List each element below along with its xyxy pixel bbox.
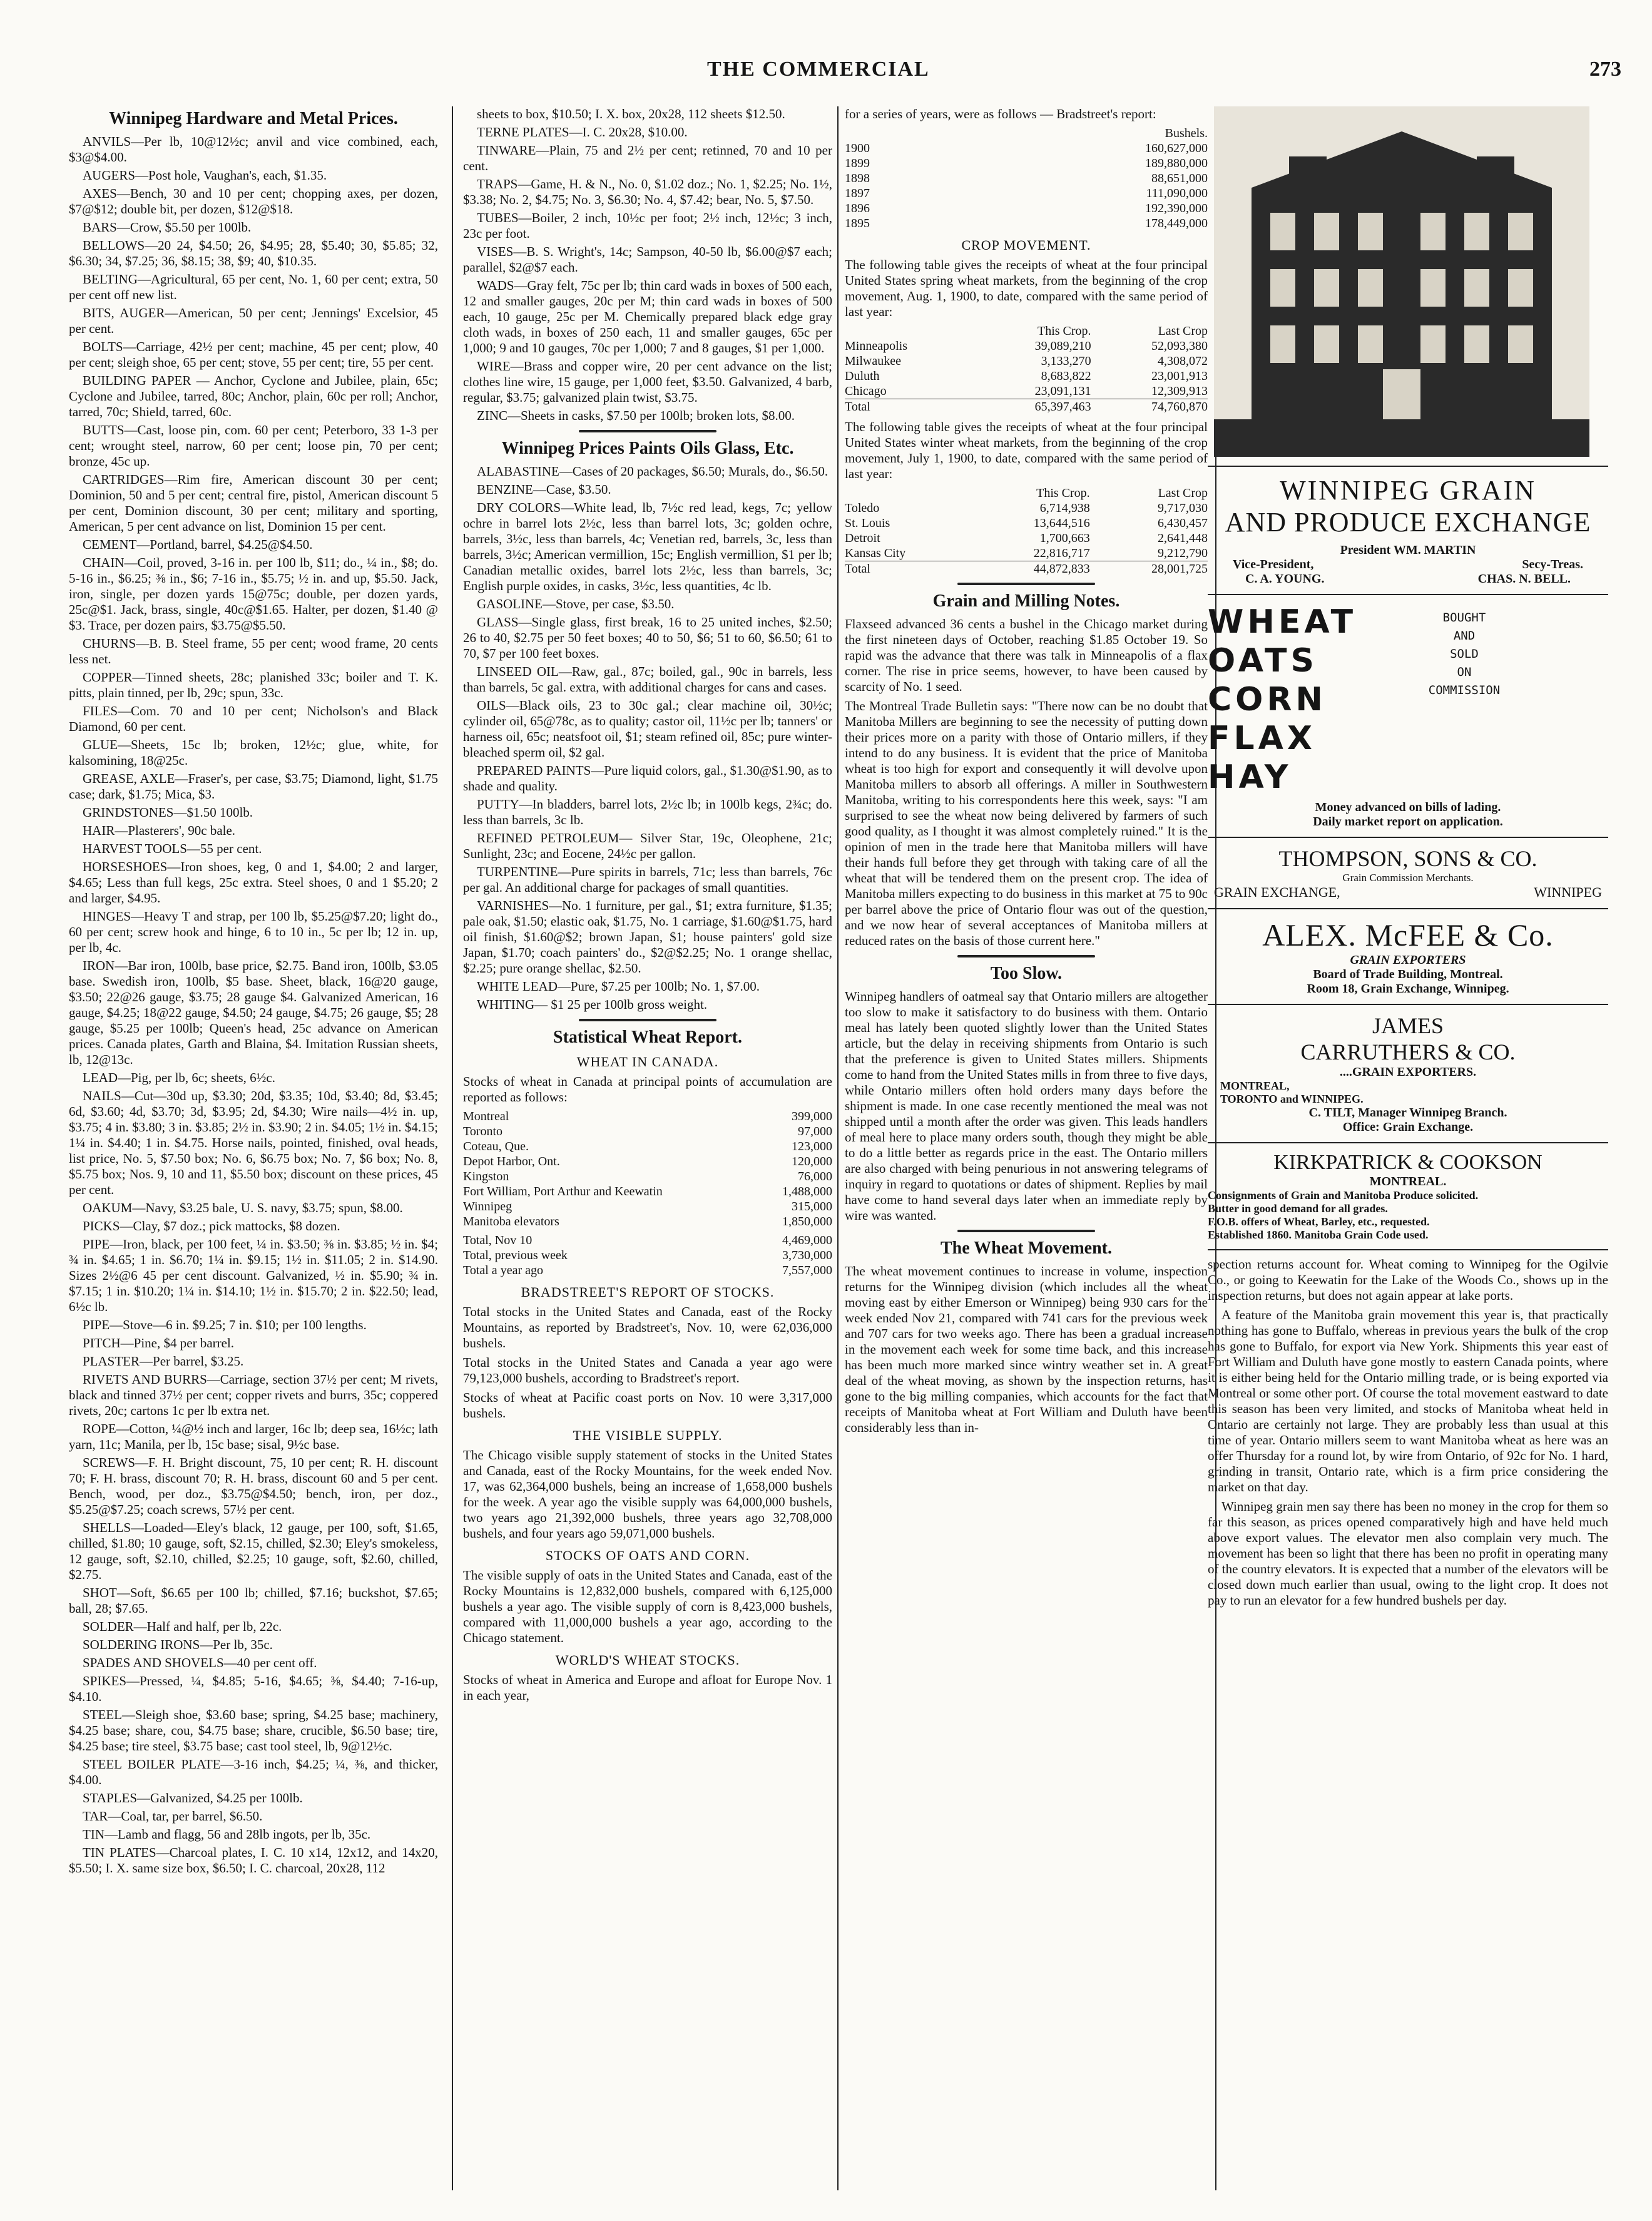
table-cell: 74,760,870 [1091,399,1208,415]
table-cell: 13,644,516 [1033,516,1090,530]
table-cell: Chicago [845,384,887,398]
table-row [845,531,1208,546]
separator [579,430,716,432]
price-entry: BENZINE—Case, $3.50. [477,482,611,497]
price-entry: BOLTS—Carriage, 42½ per cent; machine, 45 per cent; plow, 40 per cent; sleigh shoe, 65 per cent; stove, 55 per cent; tire, 55 per cent. [69,339,438,370]
firm-city: WINNIPEG [1534,884,1602,900]
table-cell: 12,309,913 [1151,384,1208,398]
commission-word: COMMISSION [1428,683,1501,697]
price-entry: PIPE—Iron, black, per 100 feet, ¼ in. $3.50; ⅜ in. $3.85; ½ in. $4; ¾ in. $4.65; 1 in. $6.70; 1¼ in. $9.15; 1½ in. $11.05; 2 in. $14.90. Sizes 2½@6 45 per cent discount. Galvanized, ½ in. $5.90; ¾ in. $7.15; 1 in. $10.20; 1¼ in. $14.10; 1½ in. $15.70; 2 in. $22.50; lead, 6½c lb. [69,1237,438,1314]
table-cell: 192,390,000 [1145,202,1208,215]
table-row [845,141,1208,156]
price-entry: OILS—Black oils, 23 to 30c gal.; clear machine oil, 30½c; cylinder oil, 65@78c, as to quality; castor oil, 11½c per lb; tanners' or harness oil, 65c; neatsfoot oil, $1; steam refined oil, 85c; pure winter-bleached sperm oil, $2 gal. [463,698,832,760]
firm-address: Room 18, Grain Exchange, Winnipeg. [1307,982,1509,996]
price-entry: SOLDERING IRONS—Per lb, 35c. [83,1637,273,1652]
price-entry: CHAIN—Coil, proved, 3-16 in. per 100 lb, $11; do., ¼ in., $8; do. 5-16 in., $6.25; ⅜ in., $6; 7-16 in., $5.75; ½ in. and up, $5.50. Jack, iron, single, per dozen yards 15@75c; double, per dozen yards, 25c@$1. Jack, brass, single, 40c@$1.65. Halter, per dozen, $1.40 @ $3. Trace, per dozen pairs, $3.75@$5.50. [69,555,438,633]
column-header: Bushels. [1165,126,1208,140]
price-entry: TURPENTINE—Pure spirits in barrels, 71c; less than barrels, 76c per gal. An additional charge for packages of small quantities. [463,864,832,895]
price-entry: CEMENT—Portland, barrel, $4.25@$4.50. [83,537,313,552]
table-cell: 399,000 [792,1110,832,1123]
table-cell: 1897 [845,186,870,200]
price-entry: COPPER—Tinned sheets, 28c; planished 33c; boiler and T. K. pitts, plain tinned, per lb, 29c; spun, 33c. [69,670,438,700]
table-cell: 1,700,663 [1039,531,1090,545]
separator [579,1019,716,1021]
column-crop-movement [845,106,1208,2203]
article-heading: The Wheat Movement. [941,1238,1112,1258]
table-cell: 8,683,822 [1041,369,1091,383]
table-cell: Montreal [463,1110,509,1123]
table-cell: 1899 [845,156,870,170]
table-cell: 9,717,030 [1158,501,1208,515]
page-header [0,58,1652,95]
vp-label: Vice-President, [1233,558,1314,571]
price-entry: ROPE—Cotton, ¼@½ inch and larger, 16c lb; deep sea, 16½c; lath yarn, 11c; Manila, per lb, 15c base; sisal, 9½c base. [69,1421,438,1452]
table-row [463,1184,832,1199]
price-entry: WHITE LEAD—Pure, $7.25 per 100lb; No. 1, $7.00. [477,979,760,994]
table-cell: Total [845,399,974,415]
stocks-totals-table [463,1233,832,1278]
commodity-word: WHEAT [1208,603,1357,641]
table-cell: 44,872,833 [972,561,1089,577]
table-cell: 3,133,270 [1041,354,1091,368]
price-entry: VARNISHES—No. 1 furniture, per gal., $1; extra furniture, $1.35; pale oak, $1.50; elastic oak, $1.75, No. 1 carriage, $1.60@$1.75, hard oil finish, $1.60@$2; brown Japan, $1; house painters' gold size Japan, $1.70; coach painters' do., $2@$2.25; No. 1 orange shellac, $2.25; pure orange shellac, $2.50. [463,898,832,976]
table-cell: Depot Harbor, Ont. [463,1155,560,1168]
section-subheading: CROP MOVEMENT. [961,237,1091,253]
table-row [463,1233,832,1248]
price-entry: NAILS—Cut—30d up, $3.30; 20d, $3.35; 10d, $3.40; 8d, $3.45; 6d, $3.60; 4d, $3.70; 3d, $3.95; 2d, $4.30; Wire nails—4½ in. up, $3.75; 4 in. $3.80; 3 in. $3.85; 2½ in. $3.90; 2 in. $4.05; 1½ in. $4.15; 1¼ in. $4.40; 1 in. $4.75. Horse nails, pointed, finished, oval heads, list price, No. 5, $7.50 box; No. 6, $6.75 box; No. 7, $6 box; No. 8, $5.75 box; Nos. 9, 10 and 11, $5.50 box; discount on these prices, 45 per cent. [69,1088,438,1197]
section-subheading: THE VISIBLE SUPPLY. [573,1427,723,1443]
table-cell: 1900 [845,141,870,155]
paragraph: Stocks of wheat in America and Europe and afloat for Europe Nov. 1 in each year, [463,1672,832,1703]
firm-city: MONTREAL. [1369,1175,1447,1188]
commission-word: SOLD [1450,647,1479,661]
price-entry: SHOT—Soft, $6.65 per 100 lb; chilled, $7.16; buckshot, $7.65; ball, 28; $7.65. [69,1585,438,1616]
table-cell: 7,557,000 [782,1264,832,1277]
price-entry: HORSESHOES—Iron shoes, keg, 0 and 1, $4.00; 2 and larger, $4.65; Less than full kegs, 25c extra. Steel shoes, 0 and 1 $5.20; 2 and larger, $4.95. [69,859,438,906]
table-cell: 189,880,000 [1145,156,1208,170]
table-row [463,1248,832,1263]
price-entry: BELLOWS—20 24, $4.50; 26, $4.95; 28, $5.40; 30, $5.85; 32, $6.30; 34, $7.25; 36, $8.15; 38, $9; 40, $10.35. [69,238,438,268]
price-entry: BITS, AUGER—American, 50 per cent; Jennings' Excelsior, 45 per cent. [69,305,438,336]
firm-name: ALEX. McFEE & Co. [1262,917,1554,952]
price-entry: GASOLINE—Stove, per case, $3.50. [477,596,675,611]
vp-name: C. A. YOUNG. [1245,572,1325,586]
table-cell: Toledo [845,501,880,515]
paragraph: A feature of the Manitoba grain movement this year is, that practically nothing has gone to Buffalo, whereas in previous years the bulk of the crop has gone to Buffalo, for export via New York. Shipments this year east of Fort William and Duluth have gone mostly to eastern Canada points, where it is either being held for the Ontario milling trade, or is being exported via Montreal or some other port. Of course the total movement eastward to date this season has been very limited, and stocks of Manitoba wheat held in Ontario are certainly not large. They are probably less than usual at this time of year. Ontario millers seem to want Manitoba wheat as here was an offer Thursday for a round lot, by wire from Ontario, of 92c for No. 1 hard, grinding in transit, Ontario rate, which is a firm price considering the market on that day. [1208,1307,1608,1494]
article-heading: Statistical Wheat Report. [553,1028,742,1047]
price-entry: PREPARED PAINTS—Pure liquid colors, gal., $1.30@$1.90, as to shade and quality. [463,763,832,794]
price-entry: SPADES AND SHOVELS—40 per cent off. [83,1655,317,1670]
article-heading: Grain and Milling Notes. [932,591,1120,611]
price-entry: GLUE—Sheets, 15c lb; broken, 12½c; glue, white, for kalsomining, 18@25c. [69,737,438,768]
firm-manager: C. TILT, Manager Winnipeg Branch. [1308,1106,1507,1120]
price-entry: BUILDING PAPER — Anchor, Cyclone and Jubilee, plain, 65c; Cyclone and Jubilee, tarred, 80c; Anchor, plain, 60c per roll; Anchor, tarred, 70c; Shield, tarred, 60c. [69,373,438,419]
price-entry: OAKUM—Navy, $3.25 bale, U. S. navy, $3.75; spun, $8.00. [83,1200,403,1215]
price-entry: BARS—Crow, $5.50 per 100lb. [83,220,252,235]
paragraph: Flaxseed advanced 36 cents a bushel in the Chicago market during the first nineteen days of October, reaching $1.85 October 19. So rapid was the advance that there was talk in Minneapolis of a flax corner. The rise in price seems, however, to have been caused by scarcity of No. 1 seed. [845,616,1208,694]
column-advertisements [1208,106,1608,2203]
price-entry: PLASTER—Per barrel, $3.25. [83,1354,244,1369]
table-row [845,369,1208,384]
firm-address: Board of Trade Building, Montreal. [1313,968,1503,981]
paragraph: The Chicago visible supply statement of stocks in the United States and Canada, east of the Rocky Mountains, for the week ended Nov. 17, was 62,364,000 bushels, being an increase of 1,658,000 bushels for the week. A year ago the visible supply was 64,000,000 bushels, two years ago 21,392,000 bushels, three years ago 32,708,000 bushels, and four years ago 59,071,000 bushels. [463,1447,832,1541]
table-row [845,171,1208,186]
section-subheading: STOCKS OF OATS AND CORN. [545,1548,750,1563]
firm-address: MONTREAL, [1220,1080,1290,1092]
table-row [845,501,1208,516]
commission-note [1414,603,1514,797]
page-number: 273 [1589,58,1621,81]
firm-subtitle: Grain Commission Merchants. [1342,872,1474,884]
table-row [463,1109,832,1124]
table-cell: Detroit [845,531,880,545]
price-entry: SCREWS—F. H. Bright discount, 75, 10 per cent; R. H. discount 70; F. H. brass, discount 70; R. H. brass, discount 60 and 5 per cent. Bench, wood, per doz., $3.75@$4.50; bench, iron, per doz., $5.25@$7.25; coach screws, 57½ per cent. [69,1455,438,1517]
firm-notes [1208,1189,1608,1242]
price-list [69,134,438,1876]
table-row [463,1199,832,1214]
ad-line: Daily market report on application. [1313,815,1503,829]
price-entry: TIN PLATES—Charcoal plates, I. C. 10 x14, 12x12, and 14x20, $5.50; I. X. same size box, $6.50; I. C. charcoal, 20x28, 112 [69,1845,438,1876]
firm-subtitle: GRAIN EXPORTERS [1350,953,1466,967]
price-entry: STAPLES—Galvanized, $4.25 per 100lb. [83,1790,303,1805]
commission-word: AND [1453,629,1476,643]
table-row [845,561,1208,577]
exchange-advertisement [1208,466,1608,594]
price-entry: DRY COLORS—White lead, lb, 7½c red lead, kegs, 7c; yellow ochre in barrel lots 2½c, less than barrel lots, 3c; golden ochre, barrels, 3½c, less than barrels, 4c; Venetian red, barrels, 3c, less than barrels, 3½c; American vermillion, 15c; English vermillion, $1 per lb; Canadian metallic oxides, barrel lots 2½c, less than barrels, 3c; English purple oxides, in casks, 3½c, less quantities, 4c lb. [463,500,832,593]
table-row [845,339,1208,354]
price-entry: HARVEST TOOLS—55 per cent. [83,841,262,856]
table-cell: 39,089,210 [1034,339,1091,353]
exchange-name-line2: AND PRODUCE EXCHANGE [1225,507,1591,538]
price-entry: FILES—Com. 70 and 10 per cent; Nicholson's and Black Diamond, 60 per cent. [69,703,438,734]
table-cell: Total a year ago [463,1264,543,1277]
table-row [463,1263,832,1278]
table-cell: Kansas City [845,546,906,560]
table-cell: 1,488,000 [782,1185,832,1198]
exchange-building-illustration [1214,106,1589,457]
stocks-table [463,1109,832,1229]
price-entry: GREASE, AXLE—Fraser's, per case, $3.75; Diamond, light, $1.75 case; dark, $1.75; Mica, $3. [69,771,438,802]
table-cell: Manitoba elevators [463,1215,559,1228]
commission-word: ON [1457,665,1472,679]
table-cell: Kingston [463,1170,509,1183]
table-cell: 1896 [845,202,870,215]
spring-wheat-table [845,324,1208,414]
price-entry: GRINDSTONES—$1.50 100lb. [83,805,253,820]
table-cell: 28,001,725 [1090,561,1208,577]
column-header: This Crop. [1038,324,1091,338]
paragraph: Total stocks in the United States and Canada a year ago were 79,123,000 bushels, according to Bradstreet's report. [463,1355,832,1386]
price-entry: ALABASTINE—Cases of 20 packages, $6.50; Murals, do., $6.50. [477,464,829,479]
column-hardware-prices [69,106,438,2203]
table-cell: 88,651,000 [1151,171,1208,185]
table-cell: 4,308,072 [1158,354,1208,368]
paragraph: Stocks of wheat in Canada at principal points of accumulation are reported as follows: [463,1074,832,1105]
price-entry: PICKS—Clay, $7 doz.; pick mattocks, $8 dozen. [83,1218,340,1233]
table-cell: Fort William, Port Arthur and Keewatin [463,1185,663,1198]
table-row [845,384,1208,399]
paragraph: for a series of years, were as follows — Bradstreet's report: [845,106,1156,121]
price-entry: TAR—Coal, tar, per barrel, $6.50. [83,1809,263,1824]
commodity-list [1208,603,1414,797]
paragraph: Winnipeg grain men say there has been no money in the crop for them so far this season, as prices opened comparatively high and have held much above export values. The elevator men also complain very much. The movement has been so light that there has been no profit in operating many of the country elevators. It is expected that a number of the elevators will be closed down much earlier than usual, owing to the light crop. It does not pay to run an elevator for a few hundred bushels per day. [1208,1499,1608,1608]
table-cell: 97,000 [798,1125,832,1138]
paragraph: spection returns account for. Wheat coming to Winnipeg for the Ogilvie Co., or going to Keewatin for the Lake of the Woods Co., shows up in the inspection returns, but does not again appear at lake ports. [1208,1257,1608,1303]
price-entry: LINSEED OIL—Raw, gal., 87c; boiled, gal., 90c in barrels, less than barrels, 5c gal. extra, with additional charges for cans and cases. [463,664,832,695]
table-cell: St. Louis [845,516,890,530]
table-cell: 9,212,790 [1158,546,1208,560]
separator [957,955,1095,957]
price-entry: LEAD—Pig, per lb, 6c; sheets, 6½c. [83,1070,275,1085]
price-entry: TRAPS—Game, H. & N., No. 0, $1.02 doz.; No. 1, $2.25; No. 1½, $3.38; No. 2, $4.75; No. 3, $6.30; No. 4, $7.42; bear, No. 5, $7.50. [463,176,832,207]
table-cell: Coteau, Que. [463,1140,529,1153]
table-cell: 76,000 [798,1170,832,1183]
price-entry: SOLDER—Half and half, per lb, 22c. [83,1619,282,1634]
table-cell: 2,641,448 [1158,531,1208,545]
table-cell: 111,090,000 [1146,186,1208,200]
table-cell: Total, Nov 10 [463,1233,533,1247]
table-row [463,1169,832,1184]
table-cell: Winnipeg [463,1200,512,1213]
column-paints-statistics [463,106,832,2203]
price-list [463,464,832,1013]
section-subheading: BRADSTREET'S REPORT OF STOCKS. [521,1284,775,1300]
table-cell: Total, previous week [463,1248,568,1262]
commodity-word: HAY [1208,758,1292,796]
table-row [845,546,1208,561]
table-row [845,201,1208,216]
firm-subtitle: ....GRAIN EXPORTERS. [1339,1065,1477,1079]
president-line: President WM. MARTIN [1340,543,1476,557]
winter-wheat-table [845,486,1208,576]
thompson-advertisement [1208,837,1608,908]
price-entry: AXES—Bench, 30 and 10 per cent; chopping axes, per dozen, $7@$12; double bit, per dozen, $12@$18. [69,186,438,217]
firm-note: Butter in good demand for all grades. [1208,1202,1388,1215]
article-continuation [1208,1249,1608,1608]
commodity-word: FLAX [1208,720,1316,757]
carruthers-advertisement [1208,1004,1608,1142]
table-row [845,354,1208,369]
price-entry: sheets to box, $10.50; I. X. box, 20x28, 112 sheets $12.50. [477,106,785,121]
secretary-name: CHAS. N. BELL. [1477,572,1571,586]
column-rule [837,106,839,2190]
table-cell: 3,730,000 [782,1248,832,1262]
price-entry: HAIR—Plasterers', 90c bale. [83,823,236,838]
table-cell: Total [845,561,972,577]
table-cell: Milwaukee [845,354,901,368]
paragraph: Total stocks in the United States and Canada, east of the Rocky Mountains, as reported by Bradstreet's, Nov. 10, were 62,036,000 bushels. [463,1304,832,1350]
table-row [463,1154,832,1169]
price-entry: VISES—B. S. Wright's, 14c; Sampson, 40-50 lb, $6.00@$7 each; parallel, $2@$7 each. [463,244,832,275]
table-cell: 65,397,463 [974,399,1091,415]
price-entry: WHITING— $1 25 per 100lb gross weight. [477,997,708,1012]
table-row [463,1139,832,1154]
table-row [845,186,1208,201]
table-row [463,1124,832,1139]
table-cell: 120,000 [792,1155,832,1168]
price-entry: IRON—Bar iron, 100lb, base price, $2.75. Band iron, 100lb, $3.05 base. Swedish iron, 100lb, $5 base. Sheet, black, 16@20 gauge, $3.50; 22@26 gauge, $3.75; 28 gauge $4. Galvanized American, 16 gauge, $4.25; 18@22 gauge, $4.50; 24 gauge, $4.75; 26 gauge, $5; 28 gauge, $5.25 per 100lb; Queen's head, 25c advance on American prices. Canada plates, Garth and Blaina, $4. Imitation Russian sheets, lb, 12@13c. [69,958,438,1067]
firm-office: Office: Grain Exchange. [1342,1120,1474,1134]
price-entry: HINGES—Heavy T and strap, per 100 lb, $5.25@$7.20; light do., 60 per cent; screw hook and hinge, 6 to 10 in., 5c per lb; 12 in. up, per lb, 4c. [69,909,438,955]
firm-name-line2: CARRUTHERS & CO. [1300,1039,1516,1065]
table-cell: 4,469,000 [782,1233,832,1247]
column-header: Last Crop [1158,324,1208,338]
price-entry: REFINED PETROLEUM— Silver Star, 19c, Oleophene, 21c; Sunlight, 23c; and Eocene, 24½c per gallon. [463,830,832,861]
price-entry: BUTTS—Cast, loose pin, com. 60 per cent; Peterboro, 33 1-3 per cent; wrought steel, narrow, 60 per cent; loose pin, 70 per cent; bronze, 45c up. [69,422,438,469]
mcfee-advertisement [1208,908,1608,1004]
commission-advertisement [1208,594,1608,837]
table-cell: Minneapolis [845,339,907,353]
section-subheading: WHEAT IN CANADA. [576,1054,719,1070]
secretary-label: Secy-Treas. [1522,558,1583,571]
price-entry: GLASS—Single glass, first break, 16 to 25 united inches, $2.50; 26 to 40, $2.75 per 50 feet boxes; 40 to 50, $6; 51 to 60, $6.50; 61 to 70, $7 per 100 feet boxes. [463,615,832,661]
price-entry: SPIKES—Pressed, ¼, $4.85; 5-16, $4.65; ⅜, $4.40; 7-16-up, $4.10. [69,1673,438,1704]
table-cell: 315,000 [792,1200,832,1213]
firm-note: Consignments of Grain and Manitoba Produce solicited. [1208,1189,1479,1202]
paragraph: Winnipeg handlers of oatmeal say that Ontario millers are altogether too slow to make it satisfactory to do business with them. Ontario meal has lately been quoted slightly lower than the United States article, but the delay in receiving shipments from Ontario is such that the preference is given to United States millers. Shipments come to hand from the United States mills in from three to five days, while Ontario millers often hold orders many days before the shipment is made. In one case recently mentioned the meal was not shipped until a month after the order was given. This leads handlers of meal here to place many orders south, though they might be able to do a little better as regards price in the east. The Ontario millers are also charged with being penurious in not answering telegrams of inquiry in regard to quotations or dates of shipment. Replies by mail have come to hand several days later when an immediate reply by wire was wanted. [845,989,1208,1223]
table-cell: 178,449,000 [1145,217,1208,230]
table-cell: 6,714,938 [1039,501,1090,515]
article-heading: Winnipeg Hardware and Metal Prices. [109,109,398,128]
firm-address: TORONTO and WINNIPEG. [1220,1093,1364,1105]
price-entry: PITCH—Pine, $4 per barrel. [83,1335,235,1350]
table-cell: 1898 [845,171,870,185]
firm-note: Established 1860. Manitoba Grain Code used. [1208,1228,1429,1241]
table-cell: 23,001,913 [1151,369,1208,383]
firm-name: THOMPSON, SONS & CO. [1278,846,1537,871]
price-entry: TUBES—Boiler, 2 inch, 10½c per foot; 2½ inch, 12½c; 3 inch, 23c per foot. [463,210,832,241]
firm-note: F.O.B. offers of Wheat, Barley, etc., requested. [1208,1215,1430,1228]
price-entry: AUGERS—Post hole, Vaughan's, each, $1.35. [83,168,327,183]
commodity-word: OATS [1208,642,1318,680]
column-header: This Crop. [1036,486,1090,500]
price-entry: TERNE PLATES—I. C. 20x28, $10.00. [477,125,688,140]
paragraph: The Montreal Trade Bulletin says: "There now can be no doubt that Manitoba Millers are beginning to see the necessity of putting down their prices more on a parity with those of Ontario millers, if they intend to do any business. It is evident that the price of Manitoba wheat is too high for export and consequently it will devolve upon Manitoba millers to absorb all offerings. A miller in Southwestern Manitoba, writing to his correspondents here this week, says: "I am surprised to see the wheat now being delivered by farmers of such good quality, as I thought it was almost completely ruined." It is the opinion of men in the trade here that Manitoba millers will have their hands full before they get through with taking care of all the wheat that will be tendered them on the present crop. The idea of Manitoba millers expecting to do business in this market at 75 to 90c per barrel above the price of Ontario flour was out of the question, and we now hear of several acceptances of Manitoba millers at reduced rates on the basis of those current here." [845,698,1208,948]
commission-word: BOUGHT [1442,611,1486,625]
column-rule [452,106,453,2190]
price-entry: ANVILS—Per lb, 10@12½c; anvil and vice combined, each, $3@$4.00. [69,134,438,165]
separator [957,1230,1095,1232]
commodity-word: CORN [1208,681,1327,718]
kirkpatrick-advertisement [1208,1142,1608,1249]
article-heading: Winnipeg Prices Paints Oils Glass, Etc. [501,439,794,458]
price-entry: BELTING—Agricultural, 65 per cent, No. 1, 60 per cent; extra, 50 per cent off new list. [69,272,438,302]
price-entry: WIRE—Brass and copper wire, 20 per cent advance on the list; clothes line wire, 15 gauge, per 1,000 feet, $3.50. Galvanized, 4 barb, regular, $3.75; galvanized plain twist, $3.75. [463,359,832,405]
price-entry: TINWARE—Plain, 75 and 2½ per cent; retinned, 70 and 10 per cent. [463,143,832,173]
price-entry: ZINC—Sheets in casks, $7.50 per 100lb; broken lots, $8.00. [477,408,795,423]
table-cell: 1895 [845,217,870,230]
price-entry: SHELLS—Loaded—Eley's black, 12 gauge, per 100, soft, $1.65, chilled, $1.80; 10 gauge, soft, $2.15, chilled, $2.30; Eley's smokeless, 12 gauge, soft, $2.10, chilled, $2.25; 10 gauge, soft, $2.60, chilled, $2.75. [69,1520,438,1582]
price-entry: PUTTY—In bladders, barrel lots, 2½c lb; in 100lb kegs, 2¾c; do. less than barrels, 3c lb. [463,797,832,827]
table-row [463,1214,832,1229]
price-entry: CHURNS—B. B. Steel frame, 55 per cent; wood frame, 20 cents less net. [69,636,438,666]
table-cell: 123,000 [792,1140,832,1153]
paragraph: The visible supply of oats in the United States and Canada, east of the Rocky Mountains is 12,832,000 bushels, compared with 6,125,000 bushels a year ago. The visible supply of corn is 8,423,000 bushels, compared with 11,000,000 bushels a year ago, according to the Chicago statement. [463,1568,832,1645]
table-cell: Toronto [463,1125,503,1138]
table-row [845,516,1208,531]
firm-name: KIRKPATRICK & COOKSON [1273,1151,1542,1174]
exchange-name: WINNIPEG GRAIN [1280,475,1536,506]
publication-title: THE COMMERCIAL [707,58,930,81]
column-header: Last Crop [1158,486,1208,500]
paragraph: Stocks of wheat at Pacific coast ports on Nov. 10 were 3,317,000 bushels. [463,1390,832,1421]
price-entry: TIN—Lamb and flagg, 56 and 28lb ingots, per lb, 35c. [83,1827,371,1842]
paragraph: The following table gives the receipts of wheat at the four principal United States winter wheat markets, from the beginning of the crop movement, July 1, 1900, to date, compared with the same period of last year: [845,419,1208,481]
table-cell: 22,816,717 [1033,546,1090,560]
price-entry: STEEL—Sleigh shoe, $3.60 base; spring, $4.25 base; machinery, $4.25 base; share, cou, $4.75 base; share, crucible, $6.50 base; tire, $4.25 base; tire steel, $3.75 base; cast tool steel, lb, 9@12½c. [69,1707,438,1754]
world-stocks-table [845,126,1208,231]
table-cell: 23,091,131 [1034,384,1091,398]
table-row [845,216,1208,231]
price-entry: PIPE—Stove—6 in. $9.25; 7 in. $10; per 100 lengths. [83,1317,367,1332]
article-heading: Too Slow. [990,964,1063,983]
table-cell: Duluth [845,369,880,383]
table-row [845,399,1208,415]
section-subheading: WORLD'S WHEAT STOCKS. [555,1652,740,1668]
price-entry: CARTRIDGES—Rim fire, American discount 30 per cent; Dominion, 50 and 5 per cent; central fire, pistol, American discount 5 per cent, Dominion discount, 30 per cent; military and sporting, American, 5 per cent advance on list, Dominion 15 per cent. [69,472,438,534]
table-cell: 6,430,457 [1158,516,1208,530]
table-row [845,156,1208,171]
price-entry: STEEL BOILER PLATE—3-16 inch, $4.25; ¼, ⅜, and thicker, $4.00. [69,1757,438,1787]
table-cell: 160,627,000 [1145,141,1208,155]
firm-address: GRAIN EXCHANGE, [1214,884,1340,900]
price-entry: RIVETS AND BURRS—Carriage, section 37½ per cent; M rivets, black and tinned 37½ per cent; copper rivets and burrs, 35c; coppered rivets, 20c; cartons 1c per lb extra net. [69,1372,438,1418]
paragraph: The wheat movement continues to increase in volume, inspection returns for the Winnipeg division (which includes all the wheat moving east by either Emerson or Winnipeg) being 930 cars for the week ended Nov 21, compared with 741 cars for the previous week and 707 cars for two weeks ago. There has been a gradual increase in the movement each week for some time back, and this increase has been much more marked since wintry weather set in. A great deal of the wheat moving, as shown by the inspection returns, has gone to the big milling companies, which accounts for the fact that receipts of Manitoba wheat at Fort William and Duluth have been considerably less than in- [845,1264,1208,1435]
paragraph: The following table gives the receipts of wheat at the four principal United States spring wheat markets, from the beginning of the crop movement, Aug. 1, 1900, to date, compared with the same period of last year: [845,257,1208,319]
table-cell: 1,850,000 [782,1215,832,1228]
price-entry: WADS—Gray felt, 75c per lb; thin card wads in boxes of 500 each, 12 and smaller gauges, 20c per M; thin card wads in boxes of 500 each, 10 gauge, 25c per M. Chemically prepared black edge gray cloth wads, in boxes of 250 each, 11 and smaller gauges, 65c per 1,000; 9 and 10 gauges, 70c per 1,000; 7 and 8 gauges, $1 per 1,000. [463,278,832,355]
price-list [463,106,832,424]
table-cell: 52,093,380 [1151,339,1208,353]
firm-name: JAMES [1372,1013,1444,1038]
ad-line: Money advanced on bills of lading. [1315,800,1501,814]
separator [957,583,1095,585]
